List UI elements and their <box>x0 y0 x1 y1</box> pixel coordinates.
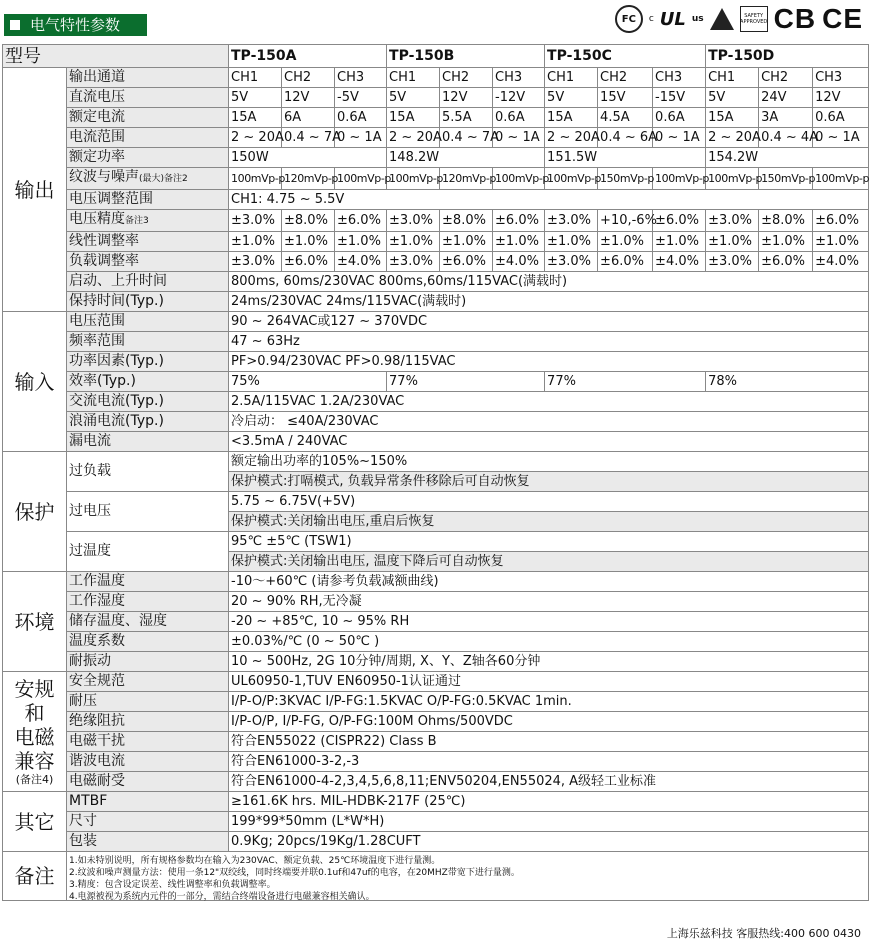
row-label-text: 电流范围 <box>69 129 125 145</box>
row-label <box>67 432 229 452</box>
row-label-text: 保持时间(Typ.) <box>69 293 164 309</box>
row-label: 过温度 <box>67 532 229 572</box>
safety-group-label <box>3 672 67 792</box>
table-cell: 20 ~ 90% RH,无冷凝 <box>229 592 869 612</box>
table-cell: CH1 <box>387 68 440 88</box>
table-cell: CH1 <box>545 68 598 88</box>
row-label <box>67 88 229 108</box>
environment-group-label: 环境 <box>3 572 67 672</box>
row-label <box>67 272 229 292</box>
row-label-text: 安全规范 <box>69 673 125 689</box>
section-title-text: 电气特性参数 <box>30 16 121 34</box>
notes-group-label: 备注 <box>3 852 67 901</box>
c-mark: c <box>648 14 654 24</box>
table-cell: 77% <box>387 372 545 392</box>
table-cell: ±3.0% <box>706 252 759 272</box>
table-row <box>3 492 869 512</box>
table-cell: ±6.0% <box>653 210 706 232</box>
row-label-text: 频率范围 <box>69 333 125 349</box>
row-label-text: 谐波电流 <box>69 753 125 769</box>
table-cell: 12V <box>440 88 493 108</box>
table-cell: 95℃ ±5℃ (TSW1) <box>229 532 869 552</box>
table-cell: 78% <box>706 372 869 392</box>
group-label-line: 安规 <box>14 676 55 701</box>
row-label <box>67 812 229 832</box>
table-row <box>3 452 869 472</box>
row-label <box>67 772 229 792</box>
row-label-text: 启动、上升时间 <box>69 273 167 289</box>
row-label <box>67 752 229 772</box>
table-cell: CH3 <box>335 68 387 88</box>
row-label <box>67 252 229 272</box>
group-label-line: 和 <box>24 700 45 725</box>
table-cell: 2 ~ 20A <box>229 128 282 148</box>
table-cell: 6A <box>282 108 335 128</box>
row-label <box>67 412 229 432</box>
table-row <box>3 412 869 432</box>
table-cell: ±6.0% <box>598 252 653 272</box>
row-label: 过负载 <box>67 452 229 492</box>
table-row <box>3 572 869 592</box>
table-cell: -20 ~ +85℃, 10 ~ 95% RH <box>229 612 869 632</box>
table-cell: I/P-O/P, I/P-FG, O/P-FG:100M Ohms/500VDC <box>229 712 869 732</box>
table-cell: ±3.0% <box>545 252 598 272</box>
table-cell: 800ms, 60ms/230VAC 800ms,60ms/115VAC(满载时) <box>229 272 869 292</box>
table-cell: 保护模式:关闭输出电压,重启后恢复 <box>229 512 869 532</box>
table-row <box>3 792 869 812</box>
table-row <box>3 128 869 148</box>
row-label-text: 电磁耐受 <box>69 773 125 789</box>
table-row <box>3 712 869 732</box>
table-cell: 0.4 ~ 4A <box>759 128 813 148</box>
table-row <box>3 652 869 672</box>
table-cell: 5V <box>387 88 440 108</box>
model-row <box>3 45 869 68</box>
table-cell: 0.6A <box>653 108 706 128</box>
model-name: TP-150C <box>545 45 706 68</box>
table-cell: 0.6A <box>493 108 545 128</box>
table-cell: 120mVp-p <box>282 168 335 190</box>
table-cell: +10,-6% <box>598 210 653 232</box>
table-cell: 保护模式:打嗝模式, 负载异常条件移除后可自动恢复 <box>229 472 869 492</box>
row-label <box>67 190 229 210</box>
table-row <box>3 692 869 712</box>
table-cell: 5.5A <box>440 108 493 128</box>
row-label-text: MTBF <box>69 793 108 809</box>
row-label <box>67 592 229 612</box>
table-cell: 151.5W <box>545 148 706 168</box>
table-cell: 5V <box>706 88 759 108</box>
table-row <box>3 832 869 852</box>
table-cell: ±3.0% <box>706 210 759 232</box>
row-label-text: 包装 <box>69 833 97 849</box>
table-cell: 120mVp-p <box>440 168 493 190</box>
table-row <box>3 732 869 752</box>
table-cell: 148.2W <box>387 148 545 168</box>
ul-logo: UL <box>659 8 686 30</box>
row-label <box>67 392 229 412</box>
table-cell: ±1.0% <box>653 232 706 252</box>
table-row <box>3 108 869 128</box>
table-cell: 0 ~ 1A <box>493 128 545 148</box>
row-label <box>67 732 229 752</box>
table-cell: 0.6A <box>813 108 869 128</box>
group-label-line: 兼容 <box>14 748 55 773</box>
table-row <box>3 372 869 392</box>
spec-table <box>2 44 869 901</box>
row-label-text: 漏电流 <box>69 433 111 449</box>
row-label-note: (最大)备注2 <box>139 174 188 184</box>
row-label-text: 直流电压 <box>69 89 125 105</box>
table-cell: 0 ~ 1A <box>335 128 387 148</box>
table-row <box>3 168 869 190</box>
table-cell: CH2 <box>598 68 653 88</box>
table-cell: ±1.0% <box>282 232 335 252</box>
table-cell: 47 ~ 63Hz <box>229 332 869 352</box>
table-cell: 100mVp-p <box>706 168 759 190</box>
notes-cell <box>67 852 869 901</box>
table-cell: CH1: 4.75 ~ 5.5V <box>229 190 869 210</box>
table-row <box>3 88 869 108</box>
table-cell: ±3.0% <box>229 210 282 232</box>
row-label <box>67 692 229 712</box>
model-name: TP-150A <box>229 45 387 68</box>
row-label <box>67 232 229 252</box>
table-row <box>3 772 869 792</box>
header <box>0 0 871 38</box>
row-label-text: 尺寸 <box>69 813 97 829</box>
row-label <box>67 672 229 692</box>
table-cell: ±1.0% <box>759 232 813 252</box>
table-cell: ±1.0% <box>813 232 869 252</box>
table-cell: 24V <box>759 88 813 108</box>
table-cell: 符合EN55022 (CISPR22) Class B <box>229 732 869 752</box>
row-label-text: 线性调整率 <box>69 233 139 249</box>
table-cell: 2 ~ 20A <box>706 128 759 148</box>
row-label <box>67 168 229 190</box>
row-label-text: 浪涌电流(Typ.) <box>69 413 164 429</box>
table-row <box>3 232 869 252</box>
row-label-text: 温度系数 <box>69 633 125 649</box>
table-row <box>3 432 869 452</box>
table-cell: 100mVp-p <box>653 168 706 190</box>
table-cell: -10～+60℃ (请参考负载减额曲线) <box>229 572 869 592</box>
table-cell: ±1.0% <box>545 232 598 252</box>
row-label <box>67 312 229 332</box>
footer-brand: 上海乐兹科技 客服热线:400 600 0430 <box>666 927 861 940</box>
table-cell: 90 ~ 264VAC或127 ~ 370VDC <box>229 312 869 332</box>
table-cell: 100mVp-p <box>545 168 598 190</box>
table-cell: ±6.0% <box>493 210 545 232</box>
table-cell: 10 ~ 500Hz, 2G 10分钟/周期, X、Y、Z轴各60分钟 <box>229 652 869 672</box>
row-label <box>67 352 229 372</box>
row-label <box>67 210 229 232</box>
table-cell: ±8.0% <box>759 210 813 232</box>
protection-group-label: 保护 <box>3 452 67 572</box>
group-label-line: (备注4) <box>15 772 54 786</box>
model-label: 型号 <box>3 45 229 68</box>
model-name: TP-150D <box>706 45 869 68</box>
us-mark: us <box>691 14 704 24</box>
table-cell: 0.4 ~ 6A <box>598 128 653 148</box>
table-row <box>3 612 869 632</box>
row-label-note: 备注3 <box>125 216 149 226</box>
notes-row <box>3 852 869 901</box>
table-cell: 15A <box>706 108 759 128</box>
table-cell: 0 ~ 1A <box>653 128 706 148</box>
row-label <box>67 612 229 632</box>
table-cell: ±1.0% <box>440 232 493 252</box>
table-cell: UL60950-1,TUV EN60950-1认证通过 <box>229 672 869 692</box>
section-title <box>4 14 147 36</box>
table-cell: 150mVp-p <box>759 168 813 190</box>
table-row <box>3 392 869 412</box>
table-cell: ±1.0% <box>335 232 387 252</box>
table-cell: 额定输出功率的105%~150% <box>229 452 869 472</box>
row-label-text: 纹波与噪声 <box>69 169 139 185</box>
table-cell: ±3.0% <box>387 252 440 272</box>
table-cell: 154.2W <box>706 148 869 168</box>
square-icon <box>10 20 20 30</box>
table-cell: CH1 <box>229 68 282 88</box>
row-label <box>67 712 229 732</box>
table-cell: ±6.0% <box>440 252 493 272</box>
note-line: 1.如未特别说明，所有规格参数均在输入为230VAC、额定负载、25℃环境温度下进行量测。 <box>69 856 441 866</box>
row-label-text: 工作湿度 <box>69 593 125 609</box>
model-name: TP-150B <box>387 45 545 68</box>
table-cell: CH3 <box>813 68 869 88</box>
row-label-text: 电压调整范围 <box>69 191 153 207</box>
row-label-text: 电压精度 <box>69 211 125 227</box>
table-cell: 冷启动： ≤40A/230VAC <box>229 412 869 432</box>
row-label: 过电压 <box>67 492 229 532</box>
table-cell: 199*99*50mm (L*W*H) <box>229 812 869 832</box>
table-cell: 0.4 ~ 7A <box>440 128 493 148</box>
row-label <box>67 108 229 128</box>
row-label-text: 交流电流(Typ.) <box>69 393 164 409</box>
table-cell: ±1.0% <box>706 232 759 252</box>
table-cell: ±6.0% <box>335 210 387 232</box>
row-label-text: 电磁干扰 <box>69 733 125 749</box>
warning-triangle-icon <box>710 8 734 30</box>
table-cell: 15A <box>387 108 440 128</box>
table-cell: ±8.0% <box>282 210 335 232</box>
row-label-text: 功率因素(Typ.) <box>69 353 164 369</box>
table-cell: ±1.0% <box>598 232 653 252</box>
table-cell: 0.9Kg; 20pcs/19Kg/1.28CUFT <box>229 832 869 852</box>
table-cell: 100mVp-p <box>229 168 282 190</box>
table-cell: 100mVp-p <box>813 168 869 190</box>
cb-logo: CB <box>773 3 817 34</box>
row-label <box>67 572 229 592</box>
table-cell: -5V <box>335 88 387 108</box>
table-cell: I/P-O/P:3KVAC I/P-FG:1.5KVAC O/P-FG:0.5KVAC 1min. <box>229 692 869 712</box>
row-label <box>67 792 229 812</box>
table-cell: 15V <box>598 88 653 108</box>
table-cell: <3.5mA / 240VAC <box>229 432 869 452</box>
table-row <box>3 672 869 692</box>
row-label <box>67 68 229 88</box>
table-row <box>3 272 869 292</box>
table-row <box>3 68 869 88</box>
table-cell: 2.5A/115VAC 1.2A/230VAC <box>229 392 869 412</box>
fc-logo: FC <box>615 5 643 33</box>
table-cell: ±0.03%/℃ (0 ~ 50℃ ) <box>229 632 869 652</box>
table-cell: -15V <box>653 88 706 108</box>
table-cell: ±4.0% <box>653 252 706 272</box>
table-row <box>3 252 869 272</box>
table-row <box>3 312 869 332</box>
table-row <box>3 532 869 552</box>
table-cell: ±1.0% <box>493 232 545 252</box>
table-cell: ±6.0% <box>759 252 813 272</box>
table-cell: 保护模式:关闭输出电压, 温度下降后可自动恢复 <box>229 552 869 572</box>
table-cell: ±4.0% <box>813 252 869 272</box>
table-row <box>3 632 869 652</box>
table-row <box>3 352 869 372</box>
row-label-text: 输出通道 <box>69 69 125 85</box>
certification-logos <box>615 4 863 34</box>
table-cell: 符合EN61000-4-2,3,4,5,6,8,11;ENV50204,EN55024, A级轻工业标准 <box>229 772 869 792</box>
input-group-label: 输入 <box>3 312 67 452</box>
table-cell: ±6.0% <box>282 252 335 272</box>
row-label <box>67 632 229 652</box>
table-cell: 100mVp-p <box>493 168 545 190</box>
table-cell: 0.6A <box>335 108 387 128</box>
row-label <box>67 652 229 672</box>
table-cell: ≥161.6K hrs. MIL-HDBK-217F (25℃) <box>229 792 869 812</box>
table-cell: 0.4 ~ 7A <box>282 128 335 148</box>
table-cell: 12V <box>813 88 869 108</box>
table-cell: 4.5A <box>598 108 653 128</box>
row-label <box>67 128 229 148</box>
table-cell: 2 ~ 20A <box>545 128 598 148</box>
table-cell: 5V <box>229 88 282 108</box>
row-label-text: 额定电流 <box>69 109 125 125</box>
note-line: 3.精度：包含设定误差、线性调整率和负载调整率。 <box>69 880 276 890</box>
table-cell: 5.75 ~ 6.75V(+5V) <box>229 492 869 512</box>
table-cell: 15A <box>545 108 598 128</box>
row-label-text: 电压范围 <box>69 313 125 329</box>
table-cell: ±8.0% <box>440 210 493 232</box>
table-cell: 100mVp-p <box>387 168 440 190</box>
table-row <box>3 332 869 352</box>
row-label-text: 负载调整率 <box>69 253 139 269</box>
table-cell: 150mVp-p <box>598 168 653 190</box>
table-cell: PF>0.94/230VAC PF>0.98/115VAC <box>229 352 869 372</box>
row-label <box>67 832 229 852</box>
table-cell: 24ms/230VAC 24ms/115VAC(满载时) <box>229 292 869 312</box>
table-row <box>3 148 869 168</box>
table-row <box>3 210 869 232</box>
row-label <box>67 372 229 392</box>
table-cell: ±3.0% <box>229 252 282 272</box>
table-row <box>3 292 869 312</box>
ce-logo: CE <box>822 3 863 34</box>
table-cell: 150W <box>229 148 387 168</box>
row-label <box>67 148 229 168</box>
table-cell: 符合EN61000-3-2,-3 <box>229 752 869 772</box>
approval-stamp-icon: SAFETY APPROVED <box>740 6 768 32</box>
table-cell: CH2 <box>759 68 813 88</box>
table-row <box>3 190 869 210</box>
table-cell: CH2 <box>282 68 335 88</box>
table-row <box>3 752 869 772</box>
table-cell: ±4.0% <box>335 252 387 272</box>
row-label-text: 工作温度 <box>69 573 125 589</box>
row-label-text: 额定功率 <box>69 149 125 165</box>
table-cell: 5V <box>545 88 598 108</box>
table-cell: ±3.0% <box>545 210 598 232</box>
note-line: 4.电源被视为系统内元件的一部分，需结合终端设备进行电磁兼容相关确认。 <box>69 892 375 902</box>
table-cell: 77% <box>545 372 706 392</box>
table-cell: 15A <box>229 108 282 128</box>
others-group-label: 其它 <box>3 792 67 852</box>
row-label <box>67 292 229 312</box>
table-cell: -12V <box>493 88 545 108</box>
table-row <box>3 812 869 832</box>
table-cell: ±3.0% <box>387 210 440 232</box>
table-cell: 0 ~ 1A <box>813 128 869 148</box>
table-cell: CH3 <box>493 68 545 88</box>
table-cell: ±1.0% <box>229 232 282 252</box>
table-cell: 2 ~ 20A <box>387 128 440 148</box>
table-cell: CH2 <box>440 68 493 88</box>
table-cell: CH3 <box>653 68 706 88</box>
group-label-line: 电磁 <box>14 724 55 749</box>
row-label-text: 效率(Typ.) <box>69 373 136 389</box>
output-group-label: 输出 <box>3 68 67 312</box>
table-row <box>3 592 869 612</box>
table-cell: ±6.0% <box>813 210 869 232</box>
table-cell: CH1 <box>706 68 759 88</box>
table-cell: ±1.0% <box>387 232 440 252</box>
row-label-text: 耐压 <box>69 693 97 709</box>
table-cell: ±4.0% <box>493 252 545 272</box>
note-line: 2.纹波和噪声测量方法：使用一条12"双绞线，同时终端要并联0.1uf和47uf的电容，在20MHZ带宽下进行量测。 <box>69 868 520 878</box>
row-label-text: 储存温度、湿度 <box>69 613 167 629</box>
row-label <box>67 332 229 352</box>
table-cell: 100mVp-p <box>335 168 387 190</box>
table-cell: 75% <box>229 372 387 392</box>
table-cell: 3A <box>759 108 813 128</box>
row-label-text: 绝缘阻抗 <box>69 713 125 729</box>
row-label-text: 耐振动 <box>69 653 111 669</box>
table-cell: 12V <box>282 88 335 108</box>
